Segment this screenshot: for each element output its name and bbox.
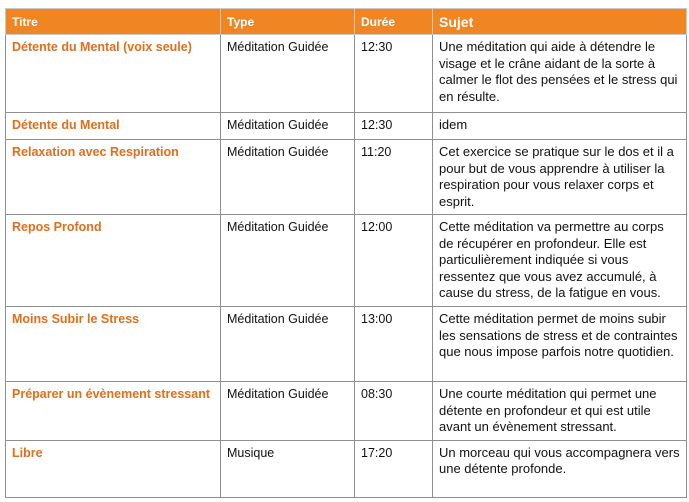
row-title: Repos Profond — [6, 215, 221, 307]
row-subject: idem — [433, 113, 687, 140]
row-title: Préparer un évènement stressant — [6, 382, 221, 441]
header-row — [6, 9, 687, 35]
row-duration: 13:00 — [355, 307, 433, 382]
header-type: Type — [221, 9, 355, 35]
row-subject: Cet exercice se pratique sur le dos et il a pour but de vous apprendre à utiliser la respiration pour vous relaxer corps et esprit. — [433, 140, 687, 215]
table-row — [6, 215, 687, 307]
meditation-table — [5, 8, 687, 498]
row-title: Détente du Mental — [6, 113, 221, 140]
row-type: Méditation Guidée — [221, 140, 355, 215]
row-type: Méditation Guidée — [221, 382, 355, 441]
row-subject: Un morceau qui vous accompagnera vers une détente profonde. — [433, 440, 687, 497]
row-subject: Cette méditation va permettre au corps de récupérer en profondeur. Elle est particulièrement indiquée si vous ressentez que vous avez accumulé, à cause du stress, de la fatigue en vous. — [433, 215, 687, 307]
row-type: Méditation Guidée — [221, 307, 355, 382]
row-title: Moins Subir le Stress — [6, 307, 221, 382]
table-row — [6, 35, 687, 113]
header-duration: Durée — [355, 9, 433, 35]
row-duration: 12:00 — [355, 215, 433, 307]
row-subject: Une courte méditation qui permet une détente en profondeur et qui est utile avant un évènement stressant. — [433, 382, 687, 441]
table-row — [6, 113, 687, 140]
table-row — [6, 307, 687, 382]
row-type: Méditation Guidée — [221, 35, 355, 113]
row-duration: 12:30 — [355, 113, 433, 140]
table-row — [6, 140, 687, 215]
row-duration: 12:30 — [355, 35, 433, 113]
row-type: Musique — [221, 440, 355, 497]
row-title: Libre — [6, 440, 221, 497]
row-title: Relaxation avec Respiration — [6, 140, 221, 215]
row-title: Détente du Mental (voix seule) — [6, 35, 221, 113]
row-duration: 08:30 — [355, 382, 433, 441]
row-duration: 17:20 — [355, 440, 433, 497]
header-subject: Sujet — [433, 9, 687, 35]
row-subject: Cette méditation permet de moins subir les sensations de stress et de contraintes que nous impose parfois notre quotidien. — [433, 307, 687, 382]
row-type: Méditation Guidée — [221, 113, 355, 140]
row-subject: Une méditation qui aide à détendre le visage et le crâne aidant de la sorte à calmer le flot des pensées et le stress qui en résulte. — [433, 35, 687, 113]
row-type: Méditation Guidée — [221, 215, 355, 307]
table-row — [6, 382, 687, 441]
row-duration: 11:20 — [355, 140, 433, 215]
header-title: Titre — [6, 9, 221, 35]
table-row — [6, 440, 687, 497]
